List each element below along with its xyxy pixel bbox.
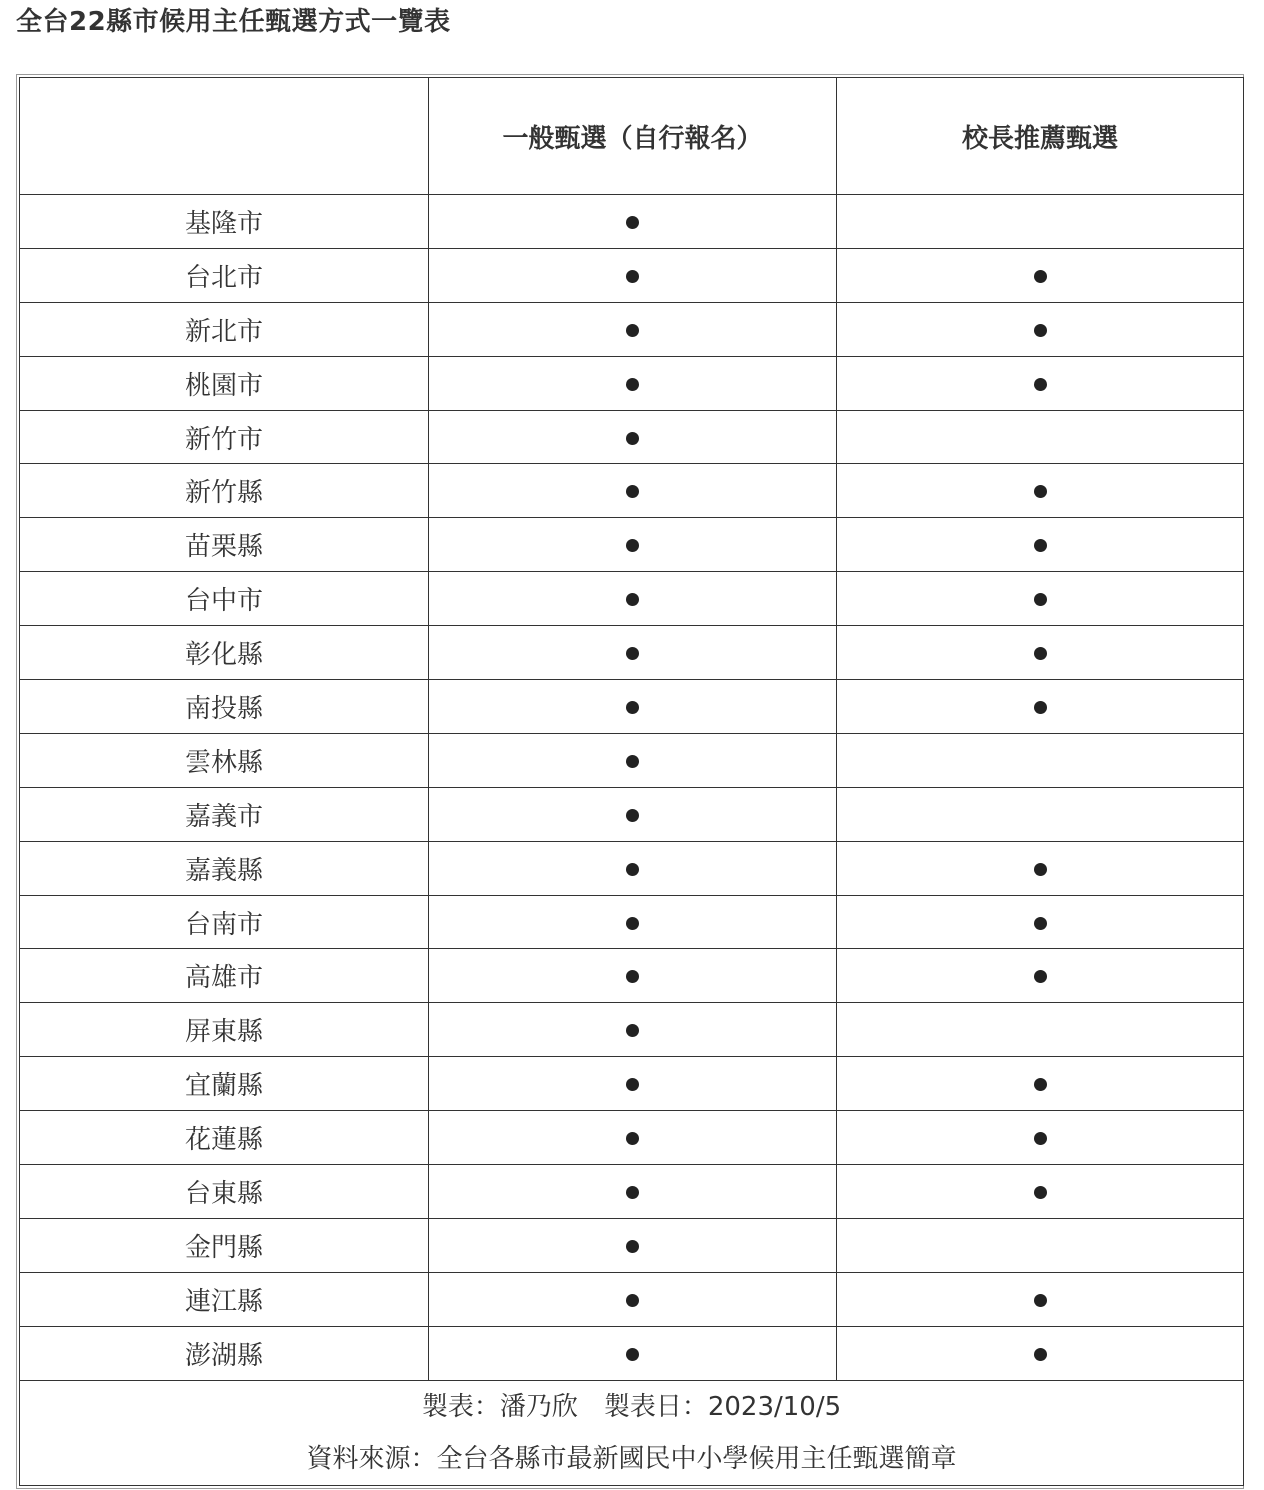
principal-recommendation-cell [837,410,1244,464]
county-cell: 宜蘭縣 [20,1057,429,1111]
bullet-dot-icon [1034,970,1047,983]
table-row [20,1218,1244,1272]
bullet-dot-icon [626,216,639,229]
general-selection-cell [429,1218,837,1272]
bullet-dot-icon [1034,647,1047,660]
principal-recommendation-cell [837,1218,1244,1272]
principal-recommendation-cell [837,518,1244,572]
table-row [20,680,1244,734]
county-cell: 台中市 [20,572,429,626]
county-cell: 南投縣 [20,680,429,734]
bullet-dot-icon [1034,324,1047,337]
bullet-dot-icon [1034,1186,1047,1199]
county-cell: 台北市 [20,248,429,302]
bullet-dot-icon [626,755,639,768]
table-row [20,733,1244,787]
principal-recommendation-cell [837,1003,1244,1057]
bullet-dot-icon [626,917,639,930]
header-county [20,78,429,195]
table-row [20,787,1244,841]
principal-recommendation-cell [837,787,1244,841]
bullet-dot-icon [1034,1132,1047,1145]
bullet-dot-icon [626,324,639,337]
table-row [20,1165,1244,1219]
bullet-dot-icon [1034,917,1047,930]
principal-recommendation-cell [837,572,1244,626]
principal-recommendation-cell [837,195,1244,249]
principal-recommendation-cell [837,464,1244,518]
principal-recommendation-cell [837,733,1244,787]
general-selection-cell [429,895,837,949]
general-selection-cell [429,410,837,464]
county-cell: 嘉義市 [20,787,429,841]
general-selection-cell [429,1111,837,1165]
bullet-dot-icon [1034,701,1047,714]
county-cell: 澎湖縣 [20,1326,429,1380]
principal-recommendation-cell [837,895,1244,949]
bullet-dot-icon [1034,378,1047,391]
bullet-dot-icon [626,863,639,876]
bullet-dot-icon [626,1186,639,1199]
county-cell: 新北市 [20,302,429,356]
bullet-dot-icon [626,593,639,606]
bullet-dot-icon [626,539,639,552]
bullet-dot-icon [626,701,639,714]
general-selection-cell [429,248,837,302]
county-cell: 新竹縣 [20,464,429,518]
bullet-dot-icon [1034,1078,1047,1091]
principal-recommendation-cell [837,626,1244,680]
general-selection-cell [429,733,837,787]
county-cell: 苗栗縣 [20,518,429,572]
bullet-dot-icon [1034,539,1047,552]
county-cell: 花蓮縣 [20,1111,429,1165]
table-row [20,518,1244,572]
table-row [20,410,1244,464]
general-selection-cell [429,1272,837,1326]
bullet-dot-icon [626,647,639,660]
general-selection-cell [429,949,837,1003]
table-row [20,195,1244,249]
table-header-row [20,78,1244,195]
table-row [20,1111,1244,1165]
principal-recommendation-cell [837,248,1244,302]
footer-source: 資料來源：全台各縣市最新國民中小學候用主任甄選簡章 [306,1443,957,1474]
principal-recommendation-cell [837,1272,1244,1326]
county-cell: 台東縣 [20,1165,429,1219]
table-row [20,626,1244,680]
page-title: 全台22縣市候用主任甄選方式一覽表 [16,7,451,37]
bullet-dot-icon [1034,863,1047,876]
county-cell: 桃園市 [20,356,429,410]
general-selection-cell [429,787,837,841]
principal-recommendation-cell [837,1165,1244,1219]
bullet-dot-icon [626,1294,639,1307]
general-selection-cell [429,1057,837,1111]
bullet-dot-icon [626,1024,639,1037]
general-selection-cell [429,302,837,356]
principal-recommendation-cell [837,1111,1244,1165]
principal-recommendation-cell [837,302,1244,356]
general-selection-cell [429,841,837,895]
table-row [20,572,1244,626]
general-selection-cell [429,572,837,626]
table-row [20,356,1244,410]
general-selection-cell [429,626,837,680]
table-row [20,1272,1244,1326]
principal-recommendation-cell [837,1057,1244,1111]
table-row [20,464,1244,518]
table-frame [16,74,1244,1489]
county-cell: 連江縣 [20,1272,429,1326]
table-row [20,302,1244,356]
county-cell: 雲林縣 [20,733,429,787]
general-selection-cell [429,356,837,410]
bullet-dot-icon [626,485,639,498]
bullet-dot-icon [1034,1294,1047,1307]
table-footer-row [20,1380,1244,1485]
general-selection-cell [429,464,837,518]
table-footer [20,1380,1244,1485]
county-cell: 基隆市 [20,195,429,249]
table-row [20,1003,1244,1057]
principal-recommendation-cell [837,680,1244,734]
header-principal-recommendation: 校長推薦甄選 [837,78,1244,195]
general-selection-cell [429,195,837,249]
table-row [20,841,1244,895]
principal-recommendation-cell [837,356,1244,410]
bullet-dot-icon [626,378,639,391]
bullet-dot-icon [626,1240,639,1253]
county-cell: 彰化縣 [20,626,429,680]
bullet-dot-icon [626,270,639,283]
bullet-dot-icon [1034,485,1047,498]
county-cell: 屏東縣 [20,1003,429,1057]
header-general-selection: 一般甄選（自行報名） [429,78,837,195]
bullet-dot-icon [626,1132,639,1145]
bullet-dot-icon [1034,1348,1047,1361]
table-row [20,1326,1244,1380]
county-cell: 高雄市 [20,949,429,1003]
bullet-dot-icon [1034,593,1047,606]
county-cell: 金門縣 [20,1218,429,1272]
table-row [20,248,1244,302]
selection-method-table [19,77,1244,1486]
county-cell: 嘉義縣 [20,841,429,895]
county-cell: 新竹市 [20,410,429,464]
table-row [20,895,1244,949]
table-row [20,949,1244,1003]
bullet-dot-icon [626,809,639,822]
principal-recommendation-cell [837,841,1244,895]
principal-recommendation-cell [837,1326,1244,1380]
general-selection-cell [429,680,837,734]
general-selection-cell [429,1165,837,1219]
general-selection-cell [429,1326,837,1380]
bullet-dot-icon [626,970,639,983]
general-selection-cell [429,518,837,572]
bullet-dot-icon [626,1078,639,1091]
table-body [20,195,1244,1381]
county-cell: 台南市 [20,895,429,949]
bullet-dot-icon [626,1348,639,1361]
bullet-dot-icon [1034,270,1047,283]
general-selection-cell [429,1003,837,1057]
footer-maker: 製表：潘乃欣 製表日：2023/10/5 [421,1391,842,1422]
principal-recommendation-cell [837,949,1244,1003]
bullet-dot-icon [626,432,639,445]
table-row [20,1057,1244,1111]
